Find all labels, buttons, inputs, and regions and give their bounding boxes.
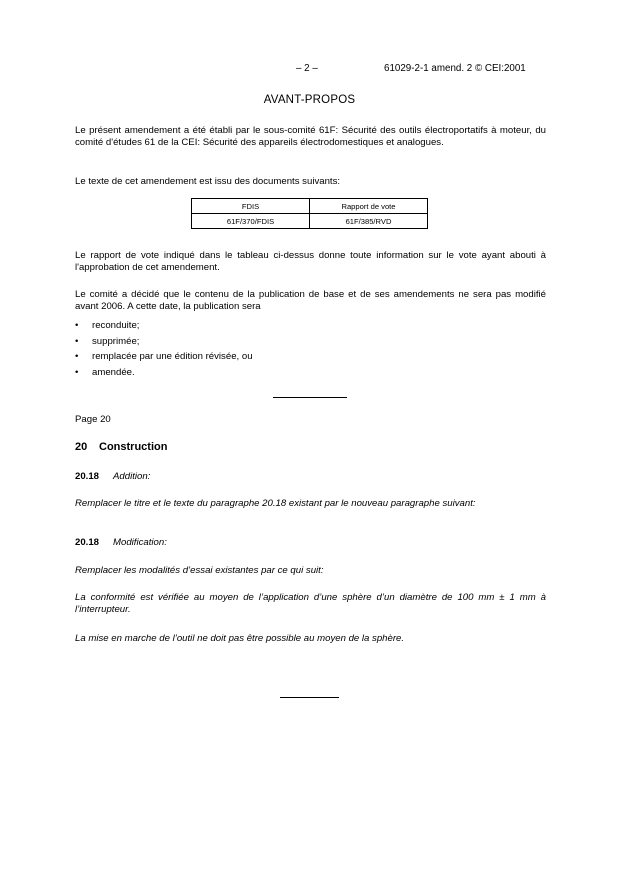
foreword-paragraph-2: Le texte de cet amendement est issu des documents suivants: — [75, 176, 341, 187]
section-heading — [75, 441, 167, 453]
table-header-fdis: FDIS — [192, 199, 310, 214]
separator-rule — [273, 397, 347, 398]
clause-number: 20.18 — [75, 471, 100, 482]
bullet-icon: • — [75, 320, 79, 331]
clause-title: Modification: — [113, 537, 167, 548]
document-reference: 61029-2-1 amend. 2 © CEI:2001 — [384, 63, 526, 74]
bullet-icon: • — [75, 335, 79, 347]
clause-modification-text-1: Remplacer les modalités d’essai existantes par ce qui suit: — [75, 565, 324, 576]
clause-title: Addition: — [113, 471, 151, 482]
clause-modification-text-3: La mise en marche de l’outil ne doit pas être possible au moyen de la sphère. — [75, 633, 405, 644]
clause-addition-text: Remplacer le titre et le texte du paragraphe 20.18 existant par le nouveau paragraphe suivant: — [75, 498, 476, 509]
clause-heading-addition — [75, 471, 150, 482]
foreword-paragraph-1: Le présent amendement a été établi par le sous-comité 61F: Sécurité des outils électroportatifs à moteur, du comité d'études 61 de la CEI: Sécurité des appareils électrodomestiques et analogues. — [75, 125, 546, 149]
list-item-text: amendée. — [92, 367, 135, 379]
table-row — [192, 214, 428, 229]
list-item — [75, 336, 253, 352]
section-number: 20 — [75, 441, 88, 453]
clause-modification-text-2: La conformité est vérifiée au moyen de l’application d’une sphère d’un diamètre de 100 mm ± 1 mm à l’interrupteur. — [75, 592, 546, 616]
list-item — [75, 351, 253, 367]
table-cell-fdis: 61F/370/FDIS — [192, 214, 310, 229]
clause-number: 20.18 — [75, 537, 100, 548]
list-item — [75, 367, 253, 383]
clause-heading-modification — [75, 537, 167, 548]
list-item — [75, 320, 253, 336]
page-number: – 2 – — [296, 63, 318, 74]
list-item-text: remplacée par une édition révisée, ou — [92, 351, 253, 363]
page-title: AVANT-PROPOS — [263, 94, 356, 106]
bullet-icon: • — [75, 351, 79, 363]
end-rule — [280, 697, 339, 698]
bullet-icon: • — [75, 367, 79, 379]
table-header-row — [192, 199, 428, 214]
documents-table — [191, 198, 428, 229]
foreword-paragraph-4: Le comité a décidé que le contenu de la publication de base et de ses amendements ne sera pas modifié avant 2006. A cette date, la publication sera — [75, 289, 546, 313]
table-cell-voting-report: 61F/385/RVD — [310, 214, 428, 229]
table-header-voting-report: Rapport de vote — [310, 199, 428, 214]
option-list — [75, 320, 253, 383]
section-title: Construction — [99, 441, 168, 453]
foreword-paragraph-3: Le rapport de vote indiqué dans le tableau ci-dessus donne toute information sur le vote ayant abouti à l'approbation de cet amendement. — [75, 250, 546, 274]
list-item-text: supprimée; — [92, 335, 140, 347]
page-reference: Page 20 — [75, 414, 111, 425]
list-item-text: reconduite; — [92, 320, 140, 331]
